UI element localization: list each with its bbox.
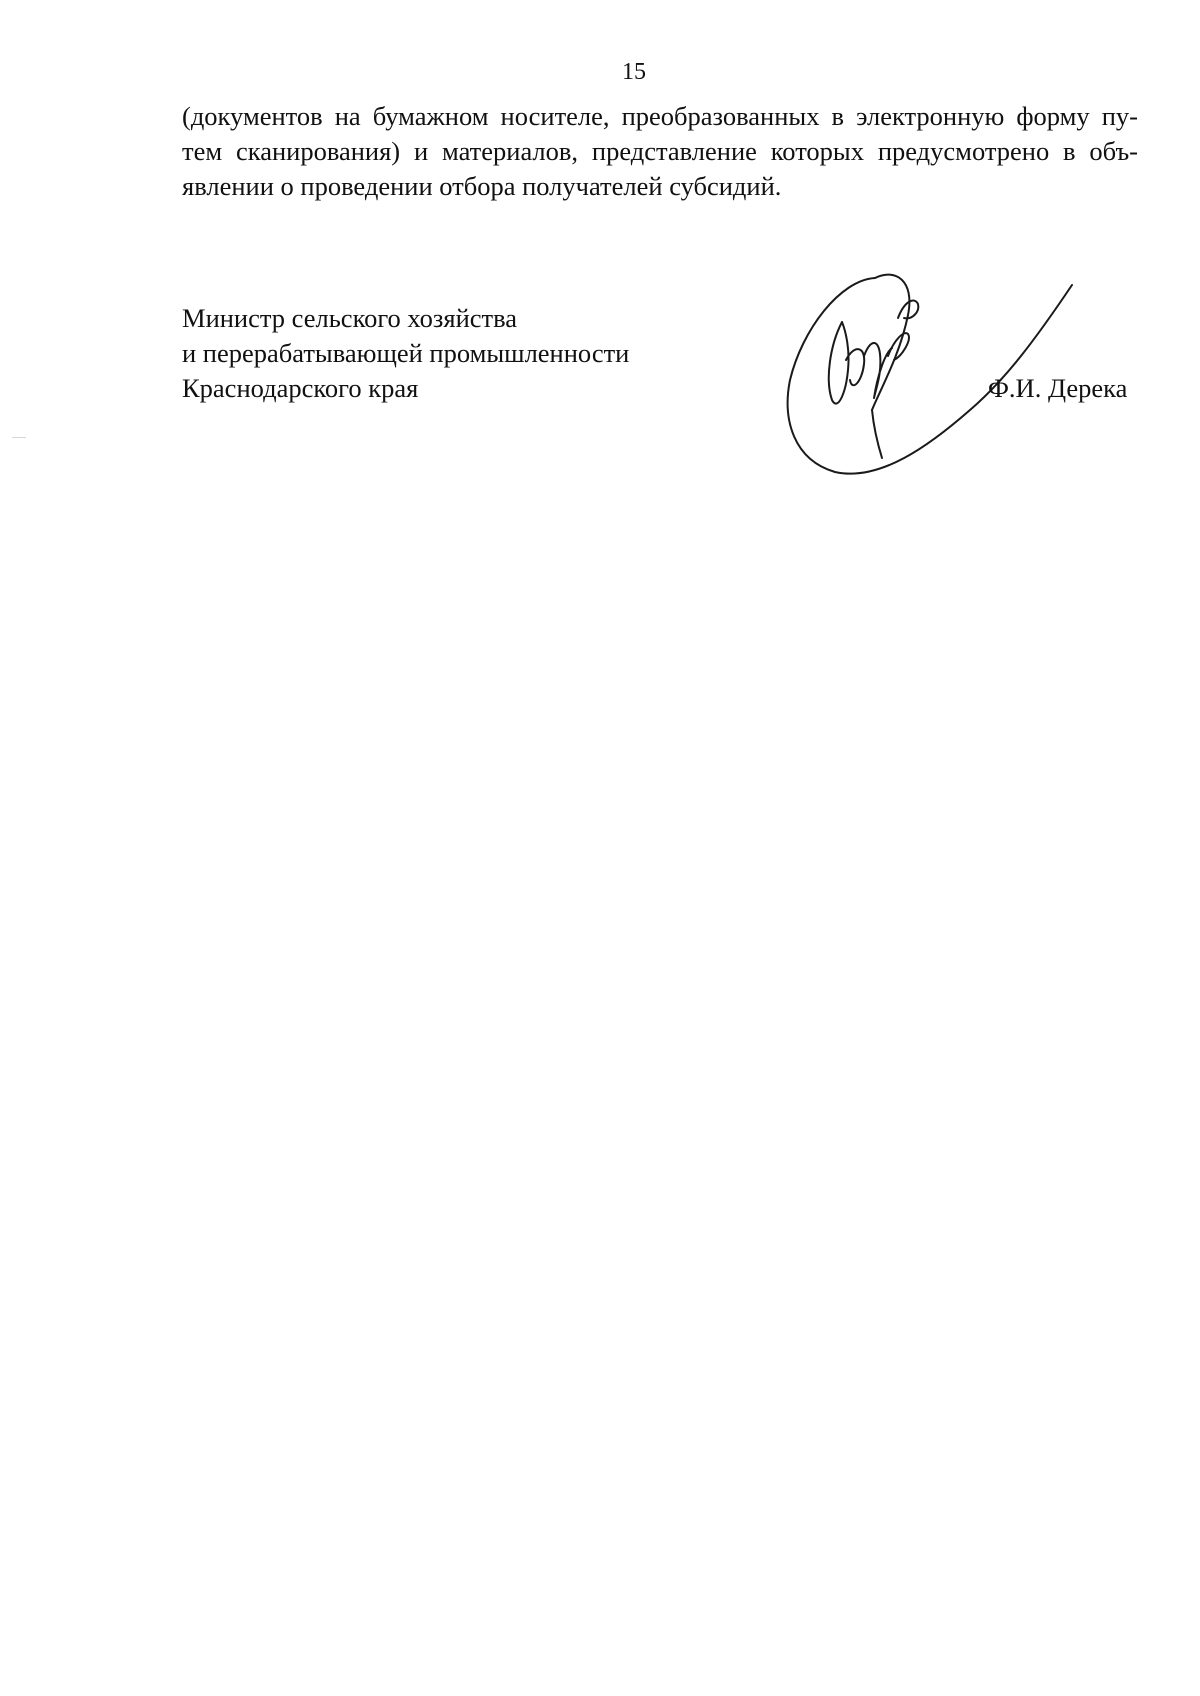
body-line-2: тем сканирования) и материалов, представление которых предусмотрено в объ- — [182, 136, 1138, 166]
signatory-position — [182, 301, 629, 406]
position-line-2: и перерабатывающей промышленности — [182, 338, 630, 368]
page-number: 15 — [622, 59, 646, 85]
scan-artifact — [12, 437, 26, 438]
handwritten-signature-icon — [780, 260, 1080, 480]
body-line-3: явлении о проведении отбора получателей субсидий. — [182, 171, 782, 201]
signer-name: Ф.И. Дерека — [988, 373, 1128, 403]
body-line-1: (документов на бумажном носителе, преобразованных в электронную форму пу- — [182, 101, 1138, 131]
position-line-3: Краснодарского края — [182, 373, 419, 403]
position-line-1: Министр сельского хозяйства — [182, 303, 518, 333]
body-paragraph — [182, 99, 1138, 204]
